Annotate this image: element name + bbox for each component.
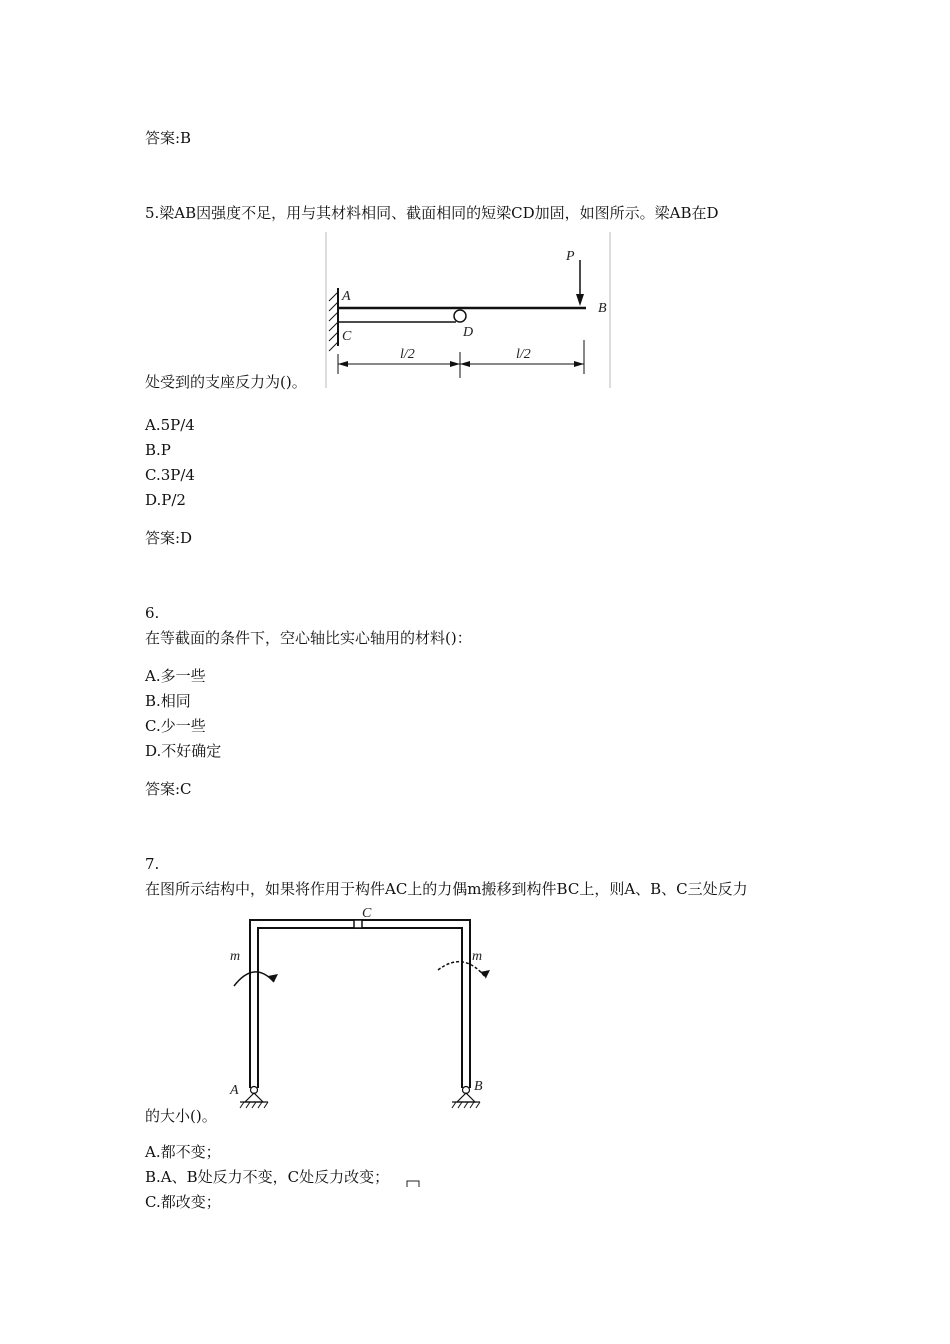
q5-answer: 答案:D [145, 529, 193, 547]
small-bracket-mark [406, 1178, 420, 1188]
label-a: A [230, 1083, 239, 1098]
q6-number: 6. [145, 604, 160, 622]
label-c: C [342, 329, 352, 344]
hinge-c [354, 920, 362, 928]
label-half-left: l/2 [400, 347, 415, 362]
label-half-right: l/2 [516, 347, 531, 362]
q6-option-b: B.相同 [145, 692, 191, 710]
q6-option-d: D.不好确定 [145, 742, 222, 760]
q7-option-a: A.都不变； [145, 1143, 221, 1161]
q5-option-a: A.5P/4 [145, 416, 195, 434]
q5-stem-line2: 处受到的支座反力为()。 [145, 373, 307, 391]
q7-option-c: C.都改变； [145, 1193, 221, 1211]
label-d: D [463, 325, 474, 340]
label-m-right: m [472, 949, 483, 964]
q7-stem-line2: 的大小()。 [145, 1107, 217, 1125]
support-a [240, 1087, 268, 1109]
label-b: B [474, 1079, 483, 1094]
label-p: P [566, 249, 575, 264]
label-m-left: m [230, 949, 241, 964]
q5-cantilever-figure [320, 228, 620, 393]
frame-outer [250, 920, 470, 1088]
q6-answer: 答案:C [145, 780, 192, 798]
q6-stem: 在等截面的条件下，空心轴比实心轴用的材料()： [145, 629, 472, 647]
q6-option-a: A.多一些 [145, 667, 206, 685]
label-a: A [342, 289, 351, 304]
q5-option-d: D.P/2 [145, 491, 186, 509]
q4-answer: 答案:B [145, 129, 192, 147]
q7-three-hinged-frame-figure [220, 904, 510, 1114]
frame-inner [258, 928, 462, 1088]
q5-stem-line1: 5.梁AB因强度不足，用与其材料相同、截面相同的短梁CD加固，如图所示。梁AB在D [145, 204, 719, 222]
roller-d [454, 310, 466, 322]
label-c: C [362, 906, 372, 921]
q5-option-c: C.3P/4 [145, 466, 195, 484]
q7-number: 7. [145, 855, 160, 873]
wall-hatching [329, 292, 338, 351]
q6-option-c: C.少一些 [145, 717, 206, 735]
couple-arrow-left [234, 972, 274, 986]
q7-stem-line1: 在图所示结构中，如果将作用于构件AC上的力偶m搬移到构件BC上，则A、B、C三处反力 [145, 880, 748, 898]
q7-option-b: B.A、B处反力不变，C处反力改变； [145, 1168, 390, 1186]
q5-option-b: B.P [145, 441, 171, 459]
label-b: B [598, 301, 607, 316]
